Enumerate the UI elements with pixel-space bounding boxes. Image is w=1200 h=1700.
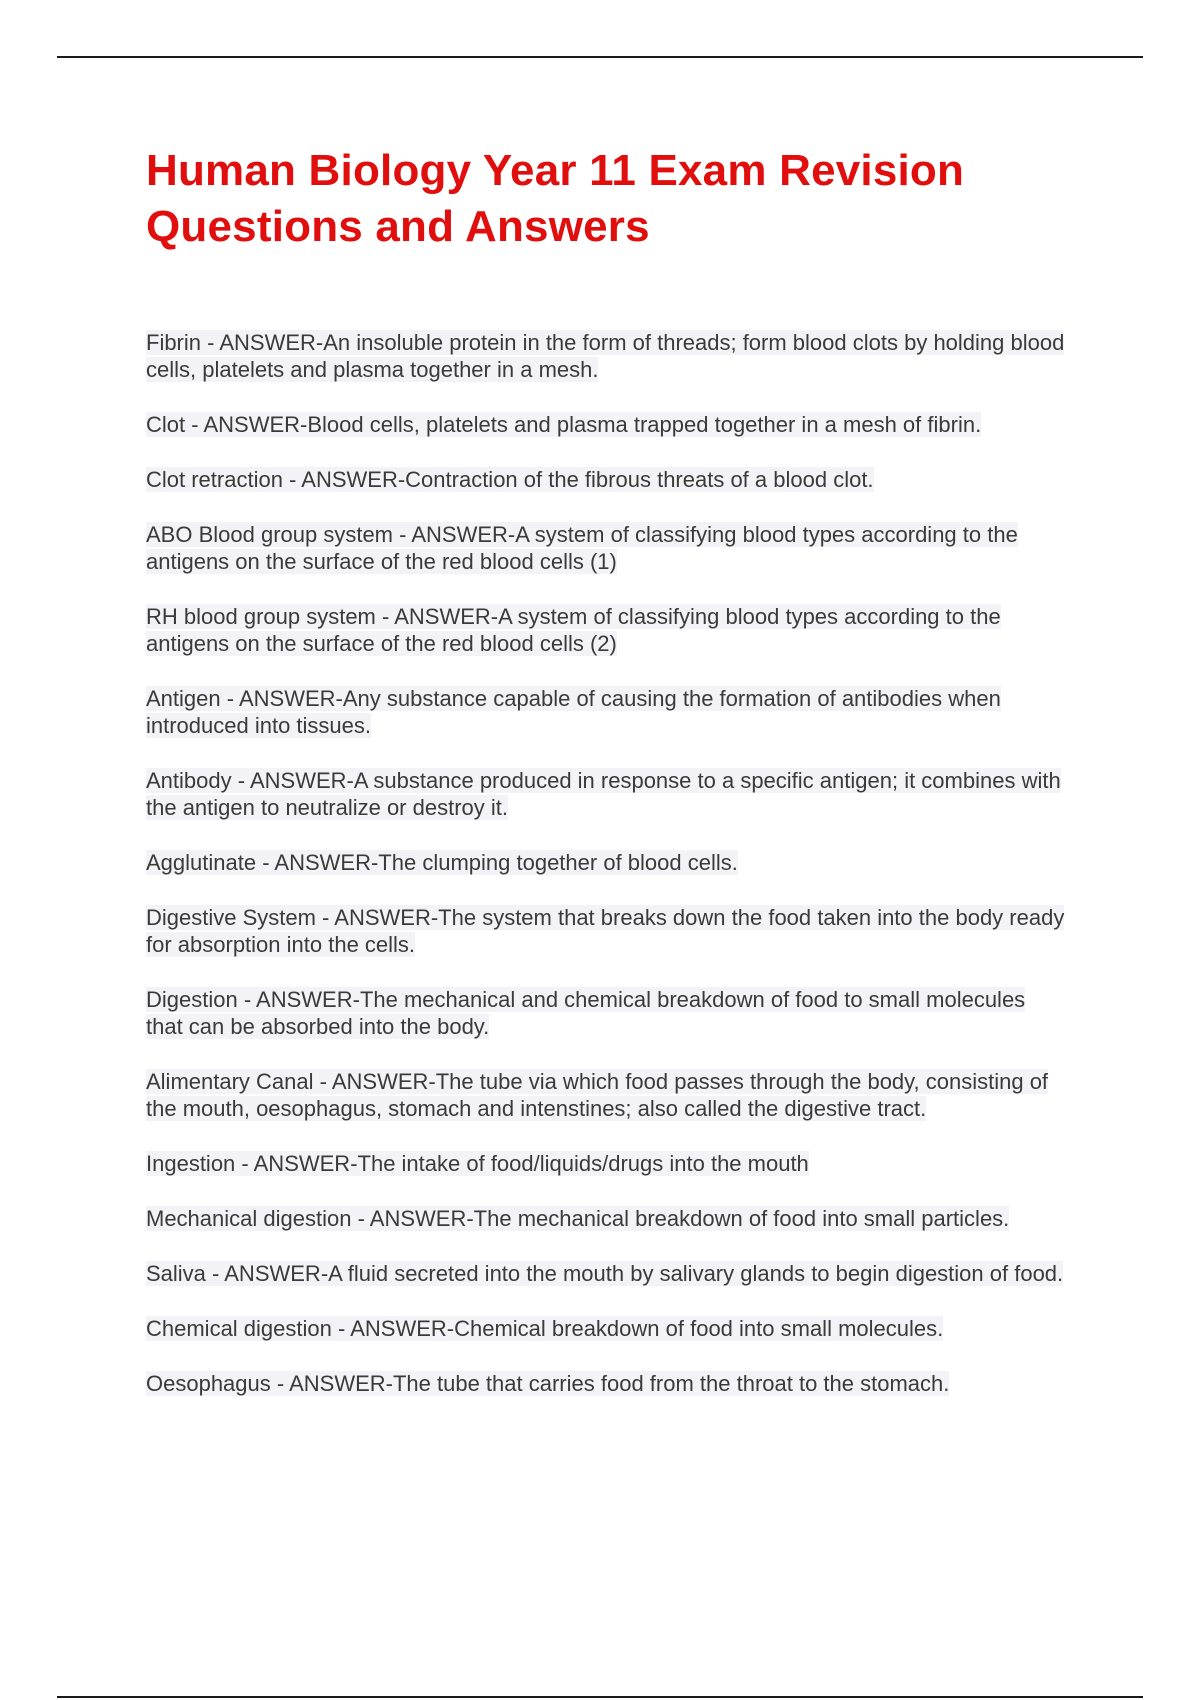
qa-item (146, 521, 1066, 575)
qa-text: Clot retraction - ANSWER-Contraction of the fibrous threats of a blood clot. (146, 467, 874, 492)
qa-text: Mechanical digestion - ANSWER-The mechanical breakdown of food into small particles. (146, 1206, 1010, 1231)
qa-item (146, 1205, 1066, 1232)
qa-text: Antigen - ANSWER-Any substance capable of causing the formation of antibodies when introduced into tissues. (146, 686, 1001, 738)
qa-text: RH blood group system - ANSWER-A system of classifying blood types according to the antigens on the surface of the red blood cells (2) (146, 604, 1001, 656)
qa-item (146, 1260, 1066, 1287)
qa-text: Chemical digestion - ANSWER-Chemical breakdown of food into small molecules. (146, 1316, 944, 1341)
qa-item (146, 1068, 1066, 1122)
qa-list (146, 329, 1066, 1397)
bottom-divider (57, 1696, 1143, 1698)
qa-text: Saliva - ANSWER-A fluid secreted into the mouth by salivary glands to begin digestion of food. (146, 1261, 1064, 1286)
qa-item (146, 1315, 1066, 1342)
qa-item (146, 411, 1066, 438)
qa-text: Oesophagus - ANSWER-The tube that carries food from the throat to the stomach. (146, 1371, 950, 1396)
qa-item (146, 329, 1066, 383)
qa-text: ABO Blood group system - ANSWER-A system of classifying blood types according to the antigens on the surface of the red blood cells (1) (146, 522, 1018, 574)
qa-text: Ingestion - ANSWER-The intake of food/liquids/drugs into the mouth (146, 1151, 809, 1176)
qa-text: Alimentary Canal - ANSWER-The tube via which food passes through the body, consisting of the mouth, oesophagus, stomach and intenstines; also called the digestive tract. (146, 1069, 1049, 1121)
document-body (146, 143, 1066, 1425)
qa-text: Fibrin - ANSWER-An insoluble protein in the form of threads; form blood clots by holding blood cells, platelets and plasma together in a mesh. (146, 330, 1065, 382)
qa-text: Digestion - ANSWER-The mechanical and chemical breakdown of food to small molecules that can be absorbed into the body. (146, 987, 1026, 1039)
qa-item (146, 466, 1066, 493)
qa-item (146, 1150, 1066, 1177)
top-divider (57, 56, 1143, 58)
qa-text: Clot - ANSWER-Blood cells, platelets and plasma trapped together in a mesh of fibrin. (146, 412, 982, 437)
document-title: Human Biology Year 11 Exam Revision Questions and Answers (146, 146, 965, 251)
qa-item (146, 986, 1066, 1040)
qa-item (146, 904, 1066, 958)
qa-item (146, 685, 1066, 739)
qa-item (146, 603, 1066, 657)
qa-item (146, 849, 1066, 876)
qa-text: Agglutinate - ANSWER-The clumping together of blood cells. (146, 850, 738, 875)
qa-item (146, 767, 1066, 821)
qa-text: Antibody - ANSWER-A substance produced in response to a specific antigen; it combines with the antigen to neutralize or destroy it. (146, 768, 1061, 820)
qa-item (146, 1370, 1066, 1397)
qa-text: Digestive System - ANSWER-The system that breaks down the food taken into the body ready for absorption into the cells. (146, 905, 1065, 957)
